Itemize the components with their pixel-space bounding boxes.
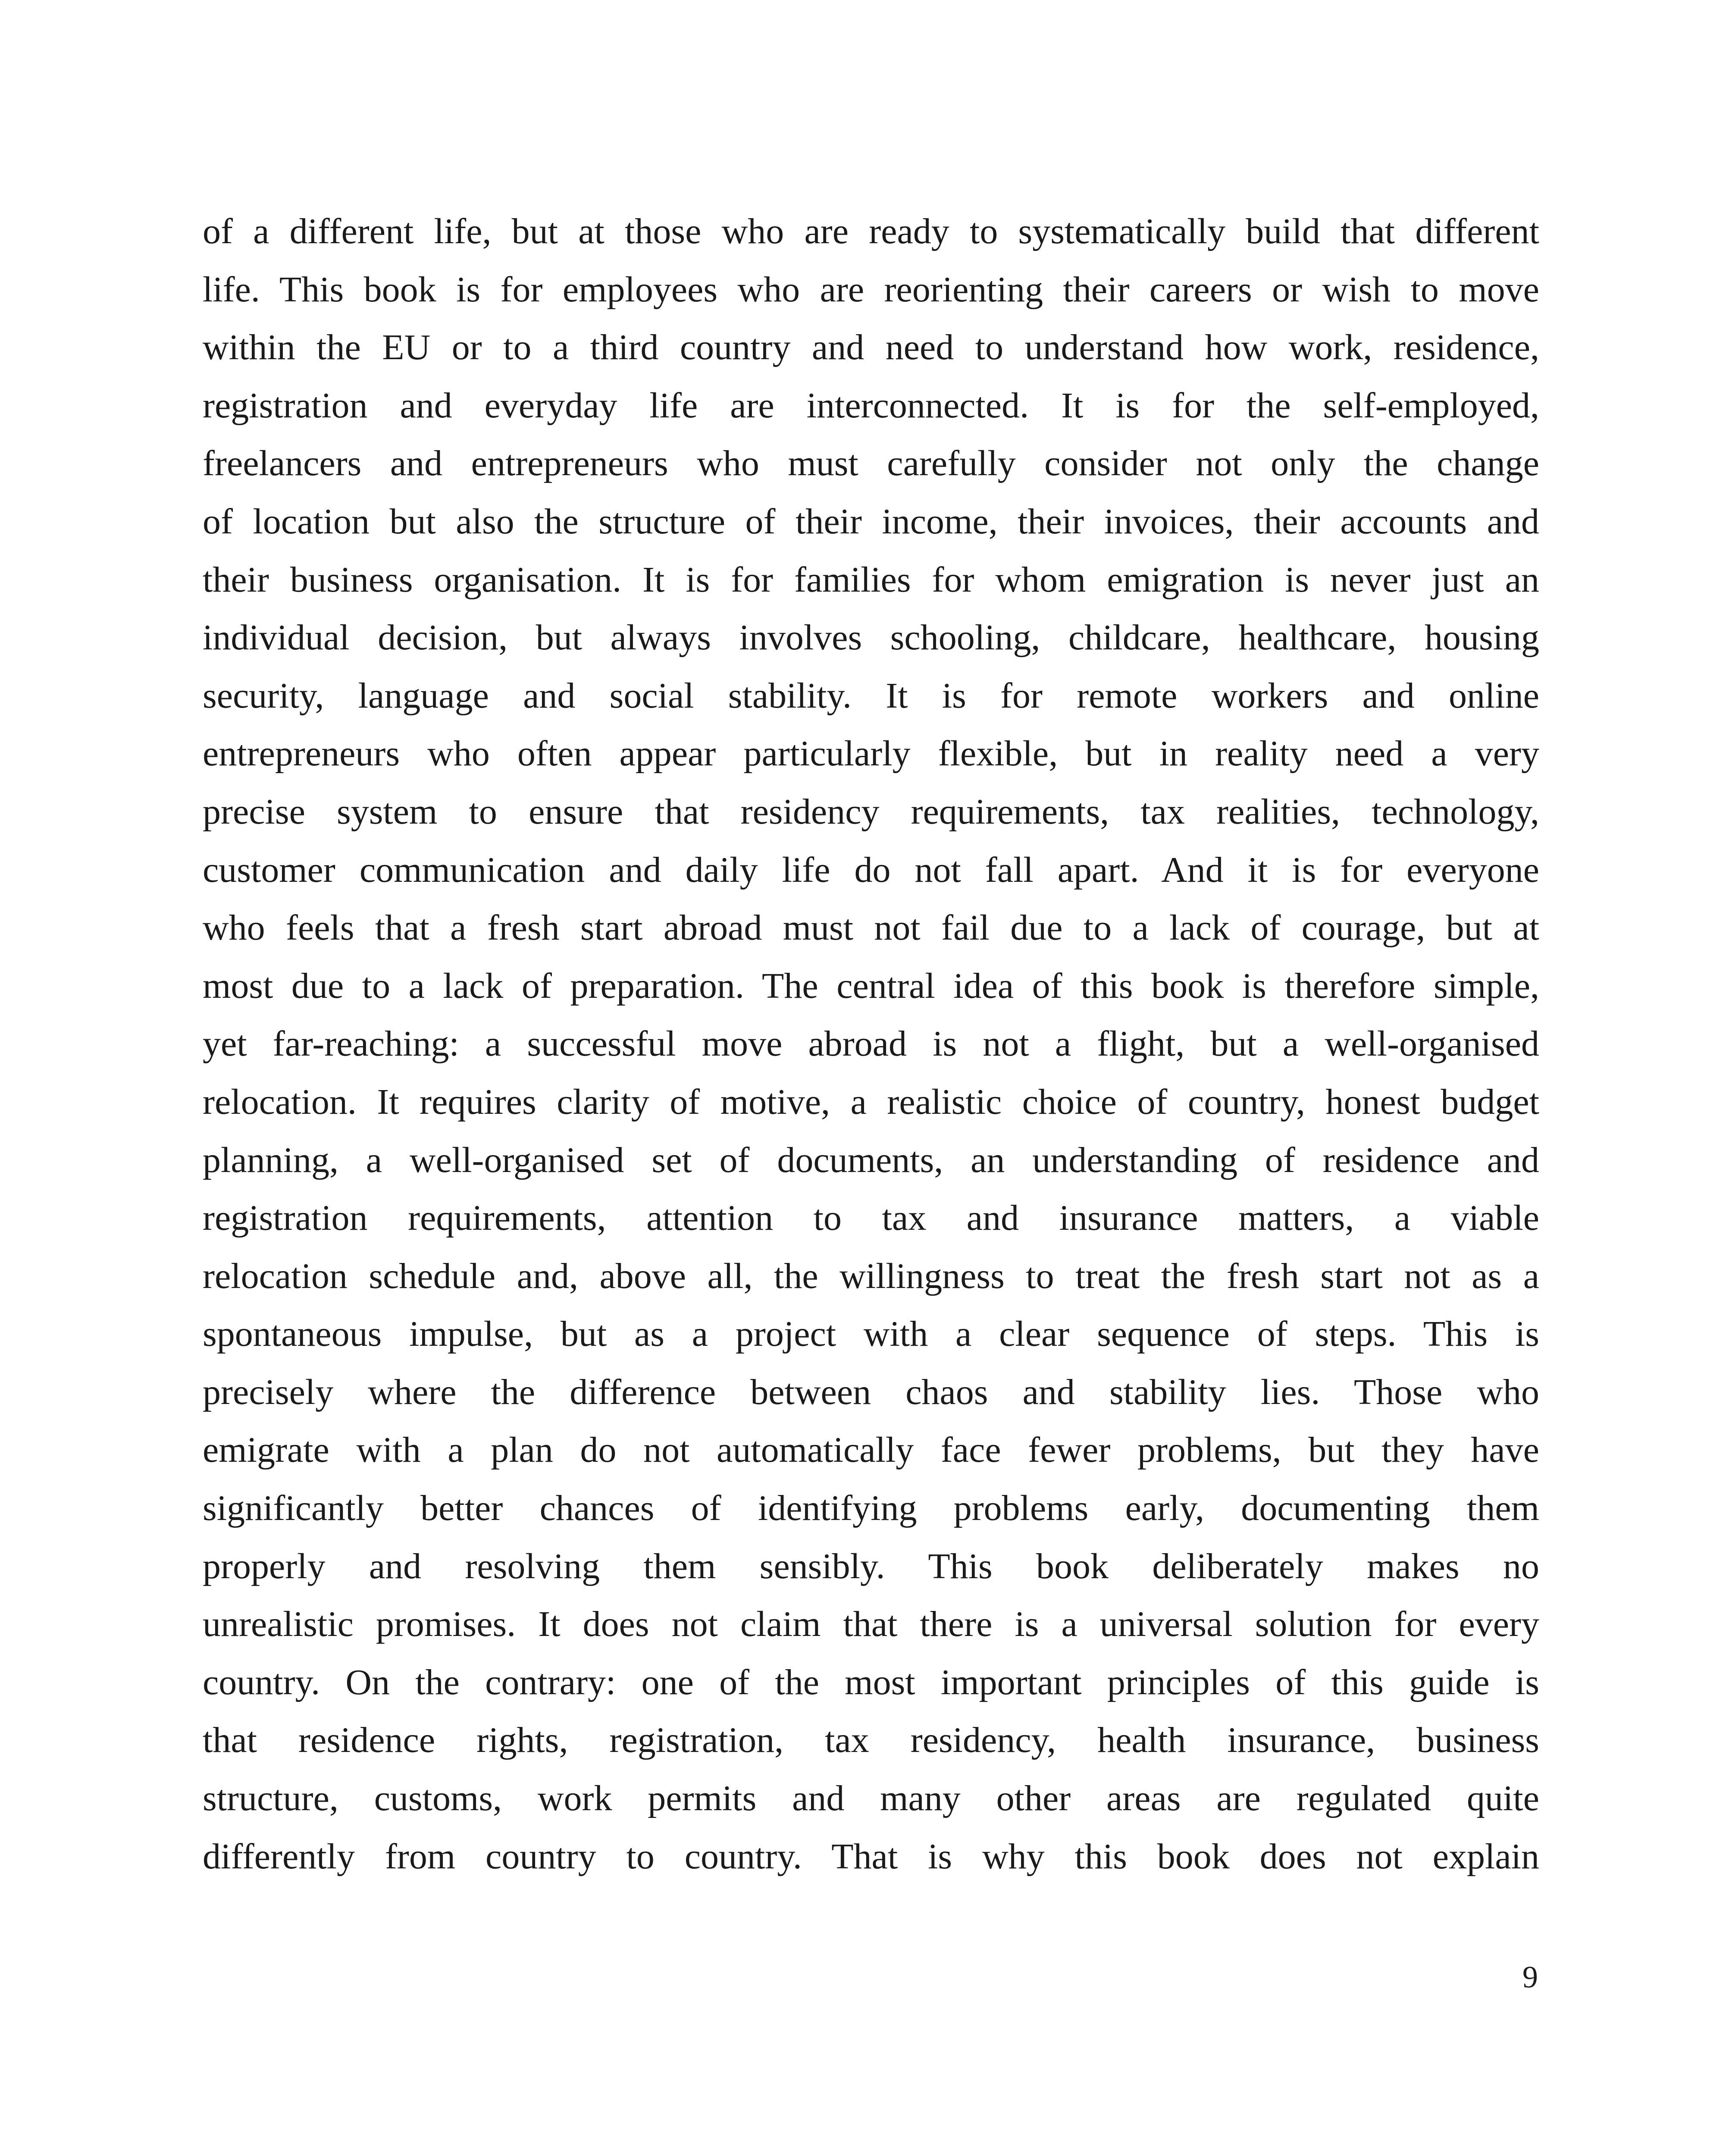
text-line: unrealistic promises. It does not claim that there is a universal solution for every — [203, 1604, 1539, 1645]
text-line: precisely where the difference between chaos and stability lies. Those who — [203, 1372, 1539, 1412]
body-paragraph — [203, 203, 1539, 1886]
text-line: relocation schedule and, above all, the willingness to treat the fresh start not as a — [203, 1256, 1539, 1296]
text-line: life. This book is for employees who are reorienting their careers or wish to move — [203, 269, 1539, 310]
text-line: entrepreneurs who often appear particularly flexible, but in reality need a very — [203, 733, 1539, 774]
text-line: who feels that a fresh start abroad must not fail due to a lack of courage, but at — [203, 908, 1539, 948]
text-line: individual decision, but always involves schooling, childcare, healthcare, housing — [203, 617, 1539, 658]
text-line: registration requirements, attention to tax and insurance matters, a viable — [203, 1198, 1539, 1238]
text-line: relocation. It requires clarity of motive, a realistic choice of country, honest budget — [203, 1081, 1539, 1122]
text-line: structure, customs, work permits and many other areas are regulated quite — [203, 1778, 1539, 1819]
text-line: differently from country to country. That is why this book does not explain — [203, 1836, 1539, 1877]
text-line: yet far-reaching: a successful move abroad is not a flight, but a well-organised — [203, 1024, 1539, 1064]
text-line: country. On the contrary: one of the most important principles of this guide is — [203, 1662, 1539, 1702]
text-line: of a different life, but at those who are ready to systematically build that different — [203, 211, 1539, 251]
text-line: planning, a well-organised set of documents, an understanding of residence and — [203, 1140, 1539, 1180]
text-line: customer communication and daily life do not fall apart. And it is for everyone — [203, 849, 1539, 890]
text-line: that residence rights, registration, tax residency, health insurance, business — [203, 1720, 1539, 1761]
text-line: significantly better chances of identifying problems early, documenting them — [203, 1488, 1539, 1529]
text-line: security, language and social stability. It is for remote workers and online — [203, 675, 1539, 716]
text-line: spontaneous impulse, but as a project with a clear sequence of steps. This is — [203, 1314, 1539, 1354]
text-line: their business organisation. It is for families for whom emigration is never just an — [203, 559, 1539, 600]
text-line: properly and resolving them sensibly. This book deliberately makes no — [203, 1546, 1539, 1586]
text-line: of location but also the structure of their income, their invoices, their accounts and — [203, 501, 1539, 542]
page-number: 9 — [1522, 1960, 1538, 1994]
text-line: registration and everyday life are interconnected. It is for the self-employed, — [203, 385, 1539, 426]
text-line: within the EU or to a third country and need to understand how work, residence, — [203, 327, 1539, 368]
text-line: emigrate with a plan do not automatically face fewer problems, but they have — [203, 1430, 1539, 1470]
text-line: freelancers and entrepreneurs who must carefully consider not only the change — [203, 443, 1539, 484]
text-line: precise system to ensure that residency requirements, tax realities, technology, — [203, 791, 1539, 832]
text-line: most due to a lack of preparation. The central idea of this book is therefore simple, — [203, 965, 1539, 1006]
